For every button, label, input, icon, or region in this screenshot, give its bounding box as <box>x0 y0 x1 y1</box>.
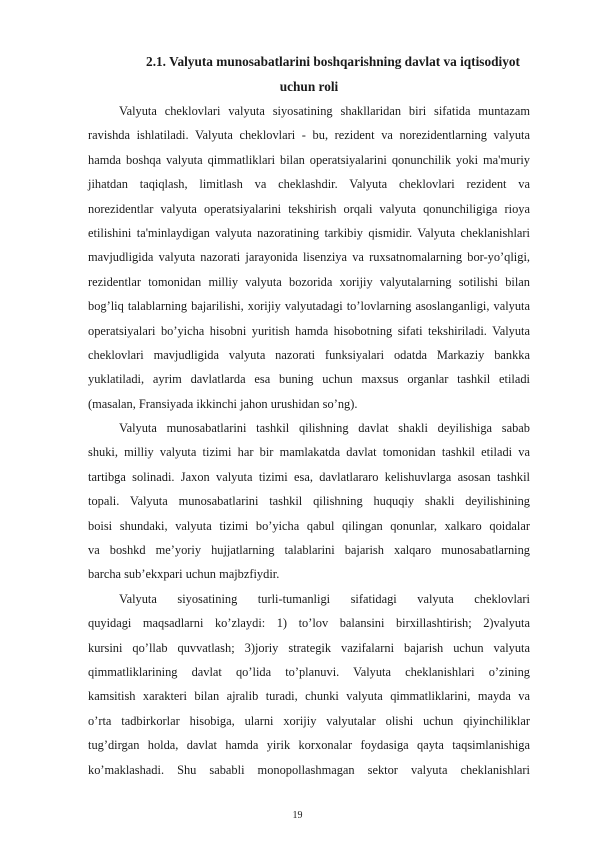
text-line: bog’liq talablarning bajarilishi, xorijiy valyutadagi to’lovlarning asoslanganligi, valyuta <box>88 299 530 314</box>
paragraph-3 <box>88 587 530 782</box>
body-text <box>88 99 530 782</box>
text-line: ravishda ishlatiladi. Valyuta cheklovlari - bu, rezident va norezidentlarning valyuta <box>88 128 530 143</box>
text-line: rezidentlar tomonidan milliy valyuta bozorida xorijiy valyutalarning sotilishi bilan <box>88 274 530 289</box>
text-line: Valyuta cheklovlari valyuta siyosatining shakllaridan biri sifatida muntazam <box>119 104 530 118</box>
text-line: Valyuta munosabatlarini tashkil qilishning davlat shakli deyilishiga sabab <box>119 421 530 436</box>
text-line: boisi shundaki, valyuta tizimi bo’yicha qabul qilingan qonunlar, xalkaro qoidalar <box>88 518 530 533</box>
text-line: yuklatiladi, ayrim davlatlarda esa buning uchun maxsus organlar tashkil etiladi <box>88 372 530 387</box>
text-line: shuki, milliy valyuta tizimi har bir mamlakatda davlat tomonidan tashkil etiladi va <box>88 445 530 460</box>
text-line: hamda boshqa valyuta qimmatliklari bilan operatsiyalarini qonunchilik yoki ma'muriy <box>88 152 530 167</box>
section-heading <box>88 50 530 99</box>
paragraph-1 <box>88 99 530 416</box>
text-line: Valyuta siyosatining turli-tumanligi sifatidagi valyuta cheklovlari <box>119 591 530 606</box>
text-line: topali. Valyuta munosabatlarini tashkil qilishning huquqiy shakli deyilishining <box>88 494 530 509</box>
text-line: kamsitish xarakteri bilan ajralib turadi, chunki valyuta qimmatliklarini, mayda va <box>88 689 530 704</box>
text-line: norezidentlar valyuta operatsiyalarini tekshirish orqali valyuta qonunchiligiga rioya <box>88 201 530 216</box>
text-line: mavjudligida valyuta nazorati jarayonida lisenziya va ruxsatnomalarning bor-yo’qligi, <box>88 250 530 265</box>
text-line: o’rta tadbirkorlar hisobiga, ularni xorijiy valyutalar olishi uchun qiyinchiliklar <box>88 713 530 728</box>
text-line: ko’maklashadi. Shu sababli monopollashmagan sektor valyuta cheklanishlari <box>88 762 530 777</box>
page-number: 19 <box>292 810 303 821</box>
text-line: kursini qo’llab quvvatlash; 3)joriy strategik vazifalarni bajarish uchun valyuta <box>88 640 530 655</box>
text-line: va boshkd me’yoriy hujjatlarning talablarini bajarish xalqaro munosabatlarning <box>88 543 530 558</box>
text-line: etilishini ta'minlaydigan valyuta nazoratining tarkibiy qismidir. Valyuta cheklanishlari <box>88 225 530 240</box>
text-line: operatsiyalari bo’yicha hisobni yuritish hamda hisobotning sifati tekshiriladi. Valyuta <box>88 323 530 338</box>
text-line: barcha sub’ekxpari uchun majbzfiydir. <box>88 567 280 582</box>
text-line: tartibga solinadi. Jaxon valyuta tizimi esa, davlatlararo kelishuvlarga asosan tashkil <box>88 469 530 484</box>
text-line: quyidagi maqsadlarni ko’zlaydi: 1) to’lov balansini birxillashtirish; 2)valyuta <box>88 616 530 631</box>
text-line: jihatdan taqiqlash, limitlash va cheklashdir. Valyuta cheklovlari rezident va <box>88 177 530 192</box>
section-heading-line-2: uchun roli <box>279 78 339 94</box>
text-line: cheklovlari mavjudligida valyuta nazorati funksiyalari odatda Markaziy bankka <box>88 347 530 362</box>
paragraph-2 <box>88 416 530 587</box>
text-line: (masalan, Fransiyada ikkinchi jahon urushidan so’ng). <box>88 396 358 411</box>
text-line: tug’dirgan holda, davlat hamda yirik korxonalar foydasiga qayta taqsimlanishiga <box>88 738 530 753</box>
section-heading-line-1: 2.1. Valyuta munosabatlarini boshqarishning davlat va iqtisodiyot <box>146 54 520 69</box>
text-line: qimmatliklarining davlat qo’lida to’planuvi. Valyuta cheklanishlari o’zining <box>88 664 530 679</box>
